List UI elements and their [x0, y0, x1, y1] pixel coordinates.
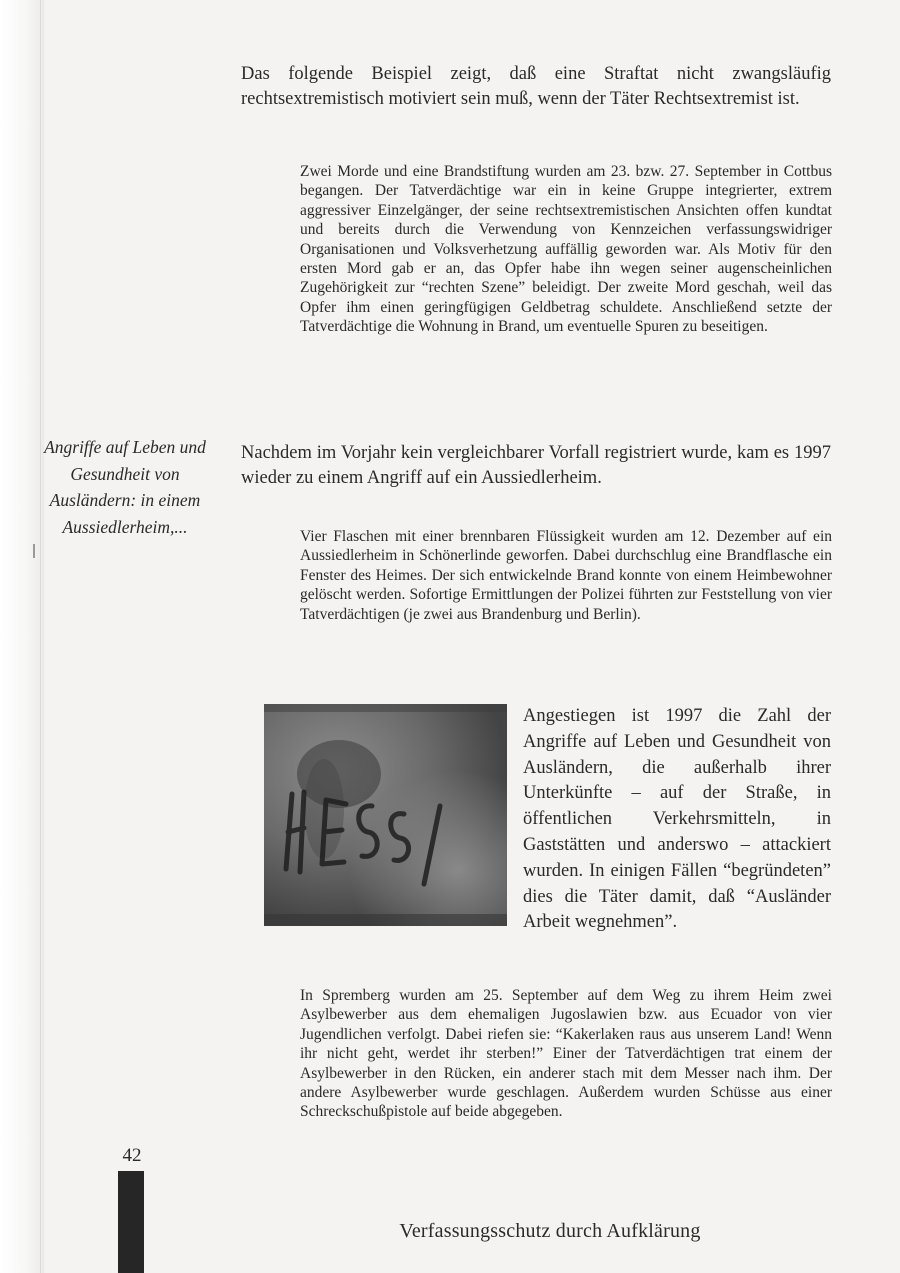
- paragraph-1997: Nachdem im Vorjahr kein vergleichbarer Vorfall registriert wurde, kam es 1997 wieder zu einem Angriff auf ein Aussiedlerheim.: [241, 443, 831, 488]
- paragraph-increase: Angestiegen ist 1997 die Zahl der Angriffe auf Leben und Gesundheit von Ausländern, die außerhalb ihrer Unterkünfte – auf der Straße, in öffentlichen Verkehrsmitteln, in Gaststätten und anderswo – attackiert wurden. In einigen Fällen “begründeten” dies die Täter damit, daß “Ausländer Arbeit wegnehmen”.: [523, 706, 831, 933]
- page-left-edge: [0, 0, 44, 1273]
- intro-paragraph: Das folgende Beispiel zeigt, daß eine Straftat nicht zwangsläufig rechtsextremistisch motiviert sein muß, wenn der Täter Rechtsextremist ist.: [241, 64, 831, 109]
- graffiti-text: HESS: [464, 904, 467, 905]
- graffiti-photo-art: [264, 704, 507, 926]
- footer-title: Verfassungsschutz durch Aufklärung: [399, 1220, 701, 1242]
- page-gutter-line: [40, 0, 41, 1273]
- case-spremberg: In Spremberg wurden am 25. September auf dem Weg zu ihrem Heim zwei Asylbewerber aus dem ehemaligen Jugoslawien bzw. aus Ecuador von vier Jugendlichen verfolgt. Dabei riefen sie: “Kakerlaken raus aus unserem Land! Wenn ihr nicht geht, werdet ihr sterben!” Einer der Tatverdächtigen trat einem der Asylbewerber in den Rücken, ein anderer stach mit dem Messer nach ihm. Der andere Asylbewerber wurde geschlagen. Außerdem wurden Schüsse aus einer Schreckschußpistole auf beide abgegeben.: [300, 987, 832, 1121]
- case-schoenerlinde: Vier Flaschen mit einer brennbaren Flüssigkeit wurden am 12. Dezember auf ein Aussiedlerheim in Schönerlinde geworfen. Dabei durchschlug eine Brandflasche ein Fenster des Heimes. Der sich entwickelnde Brand konnte von einem Heimbewohner gelöscht werden. Sofortige Ermittlungen der Polizei führten zur Feststellung von vier Tatverdächtigen (je zwei aus Brandenburg und Berlin).: [300, 528, 832, 623]
- margin-mark: [33, 544, 35, 558]
- page-tab-marker: [118, 1171, 144, 1273]
- margin-note: Angriffe auf Leben und Gesundheit von Ausländern: in einem Aussiedlerheim,...: [44, 437, 206, 537]
- graffiti-photo: [264, 704, 507, 926]
- page-number: 42: [122, 1145, 142, 1166]
- case-cottbus: Zwei Morde und eine Brandstiftung wurden am 23. bzw. 27. September in Cottbus begangen. Der Tatverdächtige war ein in keine Gruppe integrierter, extrem aggressiver Einzelgänger, der seine rechtsextremistischen Ansichten offen kundtat und bereits durch die Verwendung von Kennzeichen verfassungswidriger Organisationen und Volksverhetzung auffällig geworden war. Als Motiv für den ersten Mord gab er an, das Opfer habe ihn wegen seiner augenscheinlichen Zugehörigkeit zur “rechten Szene” beleidigt. Der zweite Mord geschah, weil das Opfer ihm einen geringfügigen Geldbetrag schuldete. Anschließend setzte der Tatverdächtige die Wohnung in Brand, um eventuelle Spuren zu beseitigen.: [300, 163, 832, 336]
